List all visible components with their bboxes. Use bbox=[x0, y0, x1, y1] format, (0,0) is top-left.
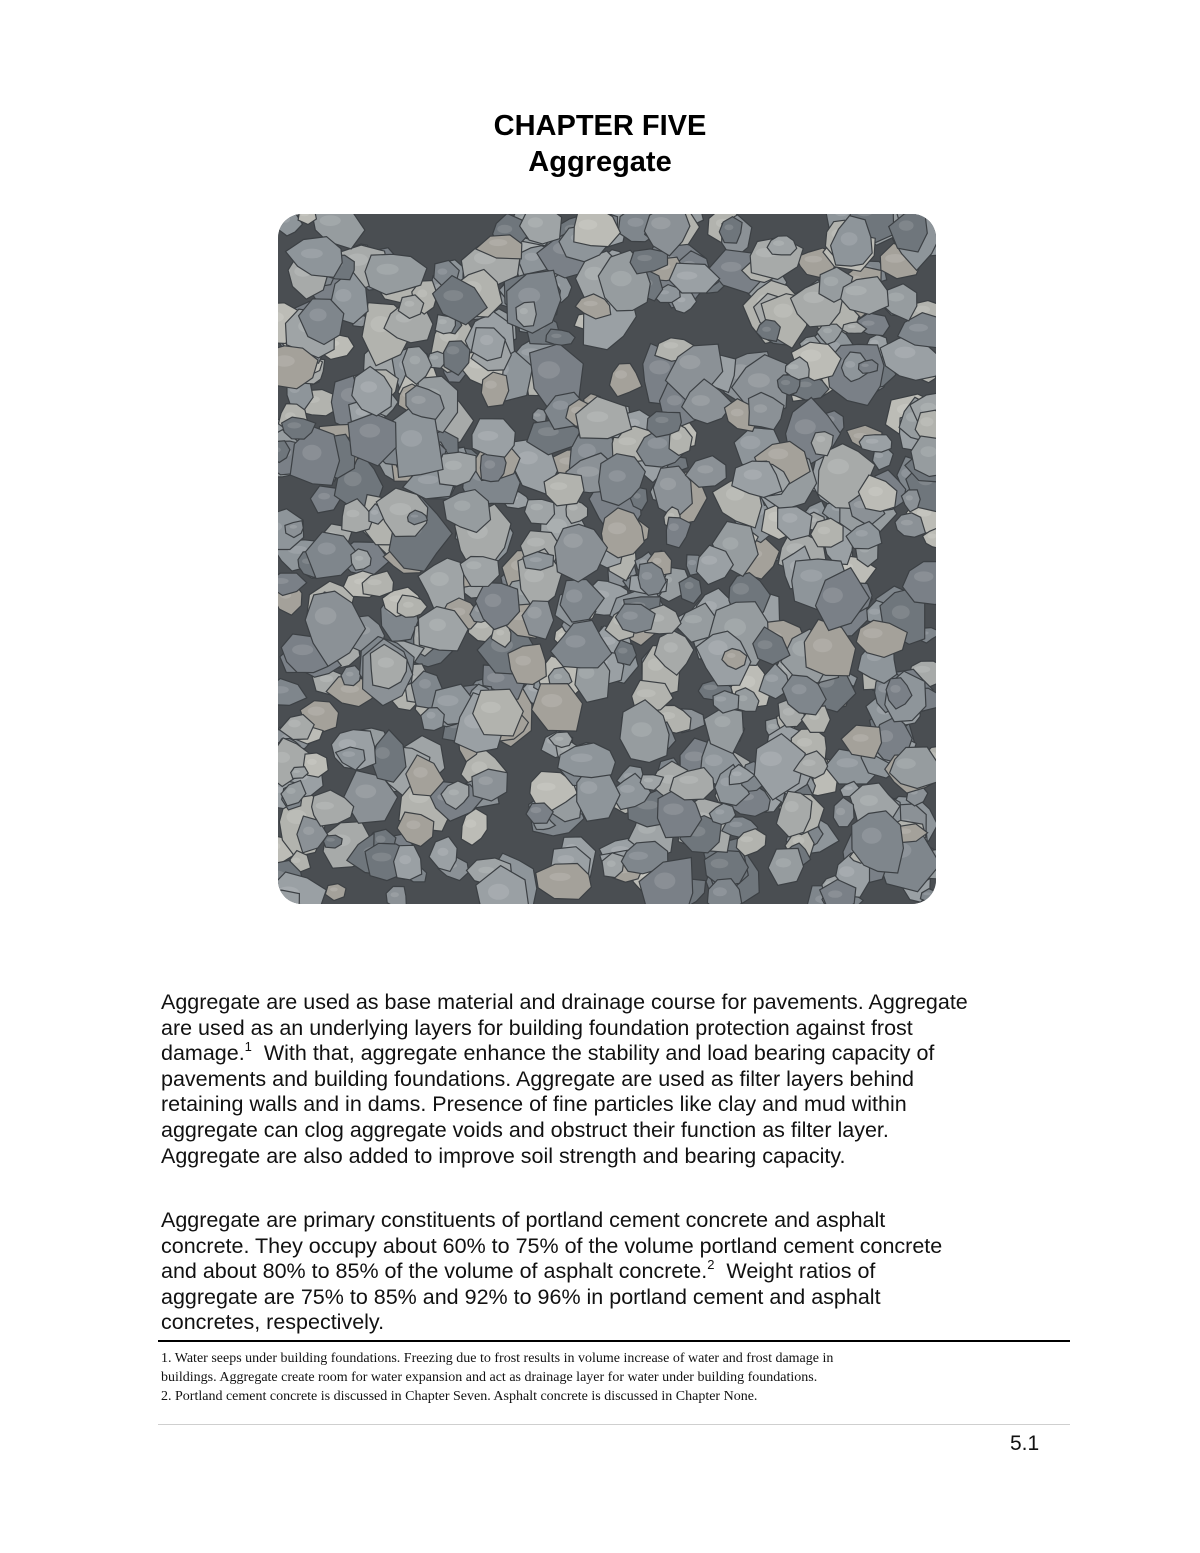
gravel-highlight bbox=[863, 628, 883, 638]
p1-line: are used as an underlying layers for building foundation protection against frost bbox=[161, 1015, 913, 1040]
gravel-highlight bbox=[419, 679, 431, 689]
gravel-highlight bbox=[417, 289, 427, 297]
p2-line bbox=[161, 1259, 1061, 1285]
p1-line: Aggregate are used as base material and drainage course for pavements. Aggregate bbox=[161, 990, 968, 1014]
gravel-highlight bbox=[868, 487, 883, 496]
gravel-highlight bbox=[326, 838, 335, 842]
gravel-highlight bbox=[860, 795, 878, 806]
gravel-highlight bbox=[551, 334, 561, 338]
gravel-highlight bbox=[430, 355, 438, 359]
gravel-highlight bbox=[537, 783, 556, 791]
gravel-highlight bbox=[901, 520, 913, 526]
gravel-highlight bbox=[403, 602, 414, 608]
gravel-highlight bbox=[664, 642, 678, 652]
gravel-highlight bbox=[715, 809, 724, 814]
gravel-highlight bbox=[703, 685, 717, 690]
gravel-highlight bbox=[758, 640, 773, 649]
gravel-highlight bbox=[607, 860, 616, 867]
gravel-highlight bbox=[738, 695, 747, 701]
gravel-highlight bbox=[899, 220, 914, 230]
gravel-highlight bbox=[684, 615, 702, 623]
gravel-highlight bbox=[649, 360, 670, 374]
gravel-highlight bbox=[390, 503, 412, 515]
gravel-highlight bbox=[773, 240, 784, 246]
p1-line bbox=[161, 1041, 1061, 1067]
gravel-highlight bbox=[713, 887, 727, 896]
gravel-highlight bbox=[862, 321, 875, 326]
gravel-highlight bbox=[411, 515, 419, 518]
gravel-highlight bbox=[346, 672, 353, 677]
gravel-stone bbox=[525, 499, 555, 524]
footnote-1-line: buildings. Aggregate create room for water expansion and act as drainage layer for water under building foundations. bbox=[161, 1370, 818, 1385]
gravel-highlight bbox=[443, 290, 463, 301]
gravel-highlight bbox=[839, 866, 854, 877]
gravel-highlight bbox=[401, 430, 422, 447]
gravel-highlight bbox=[555, 737, 564, 741]
gravel-highlight bbox=[372, 853, 391, 862]
gravel-highlight bbox=[653, 558, 662, 564]
p2-line: aggregate are 75% to 85% and 92% to 96% in portland cement and asphalt bbox=[161, 1284, 881, 1309]
gravel-highlight bbox=[278, 895, 282, 903]
gravel-highlight bbox=[921, 446, 937, 457]
gravel-highlight bbox=[620, 785, 635, 793]
gravel-highlight bbox=[816, 436, 825, 442]
footnote-1-line: 1. Water seeps under building foundations. Freezing due to frost results in volume increase of water and frost damage in bbox=[161, 1351, 834, 1366]
p1-line: Aggregate are also added to improve soil strength and bearing capacity. bbox=[161, 1143, 846, 1168]
gravel-highlight bbox=[346, 510, 359, 518]
gravel-highlight bbox=[890, 685, 900, 693]
gravel-highlight bbox=[527, 607, 541, 619]
gravel-highlight bbox=[923, 892, 931, 895]
gravel-stone bbox=[323, 835, 342, 848]
gravel-highlight bbox=[429, 619, 446, 631]
gravel-highlight bbox=[768, 449, 788, 460]
gravel-highlight bbox=[909, 324, 928, 332]
gravel-highlight bbox=[651, 217, 670, 229]
gravel-highlight bbox=[454, 501, 470, 511]
gravel-highlight bbox=[286, 788, 295, 794]
gravel-highlight bbox=[449, 789, 459, 795]
gravel-highlight bbox=[307, 759, 317, 765]
gravel-highlight bbox=[554, 674, 563, 679]
gravel-highlight bbox=[587, 411, 608, 422]
gravel-highlight bbox=[538, 361, 560, 378]
gravel-highlight bbox=[527, 538, 545, 547]
gravel-highlight bbox=[637, 689, 656, 697]
gravel-highlight bbox=[762, 327, 771, 332]
gravel-highlight bbox=[371, 510, 378, 515]
gravel-highlight bbox=[730, 822, 743, 828]
gravel-highlight bbox=[478, 431, 498, 441]
gravel-highlight bbox=[487, 673, 504, 683]
gravel-highlight bbox=[531, 504, 544, 511]
gravel-highlight bbox=[711, 859, 729, 868]
gravel-highlight bbox=[584, 301, 598, 306]
gravel-highlight bbox=[342, 751, 355, 757]
gravel-highlight bbox=[721, 262, 741, 272]
gravel-highlight bbox=[528, 217, 543, 227]
gravel-highlight bbox=[655, 417, 668, 423]
gravel-highlight bbox=[828, 890, 842, 897]
gravel-highlight bbox=[315, 607, 337, 624]
gravel-highlight bbox=[344, 472, 362, 486]
gravel-highlight bbox=[724, 224, 733, 230]
gravel-highlight bbox=[479, 776, 493, 785]
gravel-highlight bbox=[861, 364, 868, 367]
gravel-highlight bbox=[869, 609, 880, 615]
gravel-highlight bbox=[914, 571, 933, 581]
p2-line: Aggregate are primary constituents of portland cement concrete and asphalt bbox=[161, 1208, 886, 1232]
gravel-highlight bbox=[447, 346, 460, 354]
gravel-highlight bbox=[520, 308, 528, 314]
gravel-highlight bbox=[438, 268, 448, 274]
gravel-highlight bbox=[692, 395, 710, 406]
gravel-highlight bbox=[920, 417, 933, 426]
gravel-highlight bbox=[677, 272, 698, 280]
gravel-highlight bbox=[399, 855, 411, 864]
gravel-highlight bbox=[360, 424, 381, 438]
gravel-highlight bbox=[341, 685, 360, 693]
gravel-highlight bbox=[705, 755, 723, 767]
gravel-highlight bbox=[827, 459, 849, 474]
gravel-highlight bbox=[391, 892, 399, 897]
gravel-highlight bbox=[318, 543, 336, 555]
gravel-highlight bbox=[534, 413, 541, 417]
gravel-highlight bbox=[845, 286, 866, 296]
aggregate-photo bbox=[278, 214, 936, 904]
gravel-highlight bbox=[701, 556, 717, 565]
gravel-highlight bbox=[497, 225, 512, 233]
gravel-highlight bbox=[774, 304, 793, 318]
gravel-highlight bbox=[637, 255, 652, 261]
p2-line3-a: and about 80% to 85% of the volume of asphalt concrete. bbox=[161, 1259, 708, 1284]
gravel-highlight bbox=[438, 319, 447, 324]
gravel-highlight bbox=[418, 475, 439, 484]
gravel-highlight bbox=[485, 594, 502, 607]
gravel-highlight bbox=[760, 752, 782, 767]
gravel-highlight bbox=[895, 347, 916, 359]
gravel-highlight bbox=[611, 271, 632, 286]
p1-line: retaining walls and in dams. Presence of fine particles like clay and mud within bbox=[161, 1092, 907, 1117]
gravel-highlight bbox=[290, 525, 298, 529]
gravel-highlight bbox=[679, 355, 700, 369]
gravel-stone bbox=[859, 435, 892, 452]
p2-line: concretes, respectively. bbox=[161, 1310, 385, 1335]
gravel-stone bbox=[481, 372, 508, 407]
gravel-highlight bbox=[685, 582, 694, 589]
p1-line: pavements and building foundations. Aggregate are used as filter layers behind bbox=[161, 1066, 915, 1091]
gravel-highlight bbox=[530, 557, 542, 562]
gravel-highlight bbox=[427, 712, 436, 719]
gravel-highlight bbox=[818, 527, 830, 535]
gravel-highlight bbox=[722, 537, 738, 549]
gravel-highlight bbox=[292, 858, 300, 864]
gravel-highlight bbox=[848, 325, 856, 328]
gravel-highlight bbox=[318, 493, 330, 500]
p1-line3-a: damage. bbox=[161, 1041, 245, 1066]
gravel-highlight bbox=[485, 381, 497, 389]
footnote-ref-2[interactable]: 2 bbox=[707, 1257, 715, 1273]
gravel-highlight bbox=[541, 694, 562, 707]
chapter-heading: CHAPTER FIVE bbox=[493, 110, 707, 142]
gravel-highlight bbox=[465, 820, 476, 828]
gravel-highlight bbox=[525, 253, 539, 261]
page-number: 5.1 bbox=[1010, 1432, 1040, 1455]
gravel-highlight bbox=[316, 802, 334, 810]
gravel-highlight bbox=[566, 589, 582, 602]
gravel-highlight bbox=[301, 249, 323, 259]
gravel-highlight bbox=[557, 855, 574, 864]
gravel-highlight bbox=[685, 752, 704, 762]
gravel-highlight bbox=[367, 579, 382, 585]
p1-line3-b: With that, aggregate enhance the stability and load bearing capacity of bbox=[251, 1041, 935, 1066]
gravel-highlight bbox=[788, 364, 799, 369]
gravel-highlight bbox=[765, 674, 778, 682]
gravel-highlight bbox=[608, 522, 626, 534]
gravel-highlight bbox=[885, 254, 905, 263]
gravel-highlight bbox=[445, 461, 462, 470]
gravel-highlight bbox=[856, 530, 868, 537]
gravel-highlight bbox=[754, 404, 767, 413]
gravel-highlight bbox=[404, 301, 414, 307]
gravel-highlight bbox=[887, 293, 904, 302]
gravel-highlight bbox=[413, 767, 427, 778]
gravel-highlight bbox=[781, 380, 790, 385]
gravel-highlight bbox=[906, 495, 913, 500]
p2-line: concrete. They occupy about 60% to 75% of the volume portland cement concrete bbox=[161, 1233, 943, 1258]
gravel-highlight bbox=[488, 884, 509, 900]
gravel-highlight bbox=[813, 639, 832, 653]
gravel-highlight bbox=[669, 523, 679, 531]
gravel-highlight bbox=[663, 342, 678, 348]
gravel-highlight bbox=[618, 648, 627, 654]
gravel-highlight bbox=[824, 277, 839, 287]
footnote-ref-1[interactable]: 1 bbox=[244, 1039, 252, 1055]
gravel-highlight bbox=[866, 439, 879, 444]
chapter-title: Aggregate bbox=[528, 146, 672, 178]
gravel-highlight bbox=[628, 218, 644, 227]
gravel-highlight bbox=[776, 858, 792, 867]
gravel-highlight bbox=[515, 656, 531, 666]
gravel-highlight bbox=[375, 747, 389, 759]
gravel-highlight bbox=[292, 645, 313, 656]
gravel-highlight bbox=[748, 373, 770, 387]
gravel-highlight bbox=[579, 220, 598, 230]
gravel-highlight bbox=[715, 716, 731, 727]
gravel-highlight bbox=[518, 288, 540, 304]
gravel-highlight bbox=[518, 451, 538, 464]
gravel-highlight bbox=[731, 409, 744, 417]
gravel-highlight bbox=[489, 239, 507, 246]
gravel-highlight bbox=[740, 836, 753, 842]
gravel-highlight bbox=[308, 707, 325, 716]
gravel-highlight bbox=[660, 478, 676, 490]
gravel-highlight bbox=[287, 422, 301, 428]
gravel-highlight bbox=[288, 720, 300, 728]
gravel-highlight bbox=[783, 708, 795, 716]
gravel-highlight bbox=[800, 570, 822, 582]
gravel-highlight bbox=[481, 702, 501, 713]
gravel-highlight bbox=[644, 778, 653, 782]
gravel-highlight bbox=[303, 827, 314, 835]
gravel-highlight bbox=[679, 776, 698, 784]
gravel-highlight bbox=[480, 335, 493, 345]
gravel-highlight bbox=[844, 786, 853, 790]
p1-line: aggregate can clog aggregate voids and obstruct their function as filter layer. bbox=[161, 1117, 889, 1142]
gravel-highlight bbox=[411, 396, 425, 404]
gravel-highlight bbox=[804, 256, 822, 263]
gravel-highlight bbox=[571, 754, 593, 763]
gravel-highlight bbox=[309, 309, 326, 322]
gravel-highlight bbox=[437, 848, 448, 856]
gravel-highlight bbox=[609, 470, 626, 481]
gravel-highlight bbox=[376, 836, 386, 843]
gravel-highlight bbox=[302, 445, 321, 461]
gravel-highlight bbox=[496, 630, 504, 636]
gravel-highlight bbox=[531, 807, 542, 813]
gravel-highlight bbox=[823, 328, 832, 333]
gravel-highlight bbox=[663, 804, 683, 815]
gravel-highlight bbox=[430, 572, 449, 586]
gravel-highlight bbox=[320, 215, 341, 226]
gravel-image bbox=[278, 214, 936, 904]
gravel-highlight bbox=[727, 653, 736, 658]
footnote-2: 2. Portland cement concrete is discussed in Chapter Seven. Asphalt concrete is discussed in Chapter None. bbox=[161, 1389, 758, 1404]
gravel-highlight bbox=[377, 264, 399, 275]
gravel-highlight bbox=[437, 695, 458, 706]
gravel-highlight bbox=[688, 560, 696, 565]
gravel-highlight bbox=[845, 361, 855, 368]
gravel-highlight bbox=[892, 605, 910, 619]
gravel-highlight bbox=[623, 612, 638, 620]
gravel-highlight bbox=[615, 370, 627, 378]
gravel-highlight bbox=[792, 684, 807, 694]
gravel-highlight bbox=[875, 453, 884, 459]
gravel-highlight bbox=[853, 734, 869, 742]
gravel-highlight bbox=[740, 436, 760, 450]
gravel-highlight bbox=[648, 438, 668, 449]
gravel-highlight bbox=[563, 534, 582, 548]
gravel-highlight bbox=[715, 696, 726, 701]
gravel-highlight bbox=[335, 289, 351, 302]
gravel-highlight bbox=[320, 675, 333, 682]
gravel-highlight bbox=[785, 801, 799, 812]
gravel-highlight bbox=[550, 482, 567, 490]
gravel-highlight bbox=[631, 722, 652, 737]
gravel-highlight bbox=[330, 887, 338, 891]
gravel-highlight bbox=[837, 758, 859, 767]
gravel-highlight bbox=[642, 572, 653, 580]
gravel-highlight bbox=[566, 635, 586, 647]
footnote-separator bbox=[158, 1340, 1070, 1342]
gravel-highlight bbox=[823, 588, 843, 604]
gravel-highlight bbox=[733, 583, 749, 595]
paragraph-1 bbox=[161, 990, 1061, 1169]
gravel-highlight bbox=[802, 760, 815, 767]
gravel-highlight bbox=[618, 437, 636, 445]
paragraph-2 bbox=[161, 1208, 1061, 1336]
gravel-highlight bbox=[768, 724, 777, 729]
gravel-highlight bbox=[862, 828, 882, 844]
gravel-highlight bbox=[553, 401, 569, 410]
gravel-highlight bbox=[732, 771, 742, 776]
gravel-highlight bbox=[841, 232, 858, 245]
p2-line3-b: Weight ratios of bbox=[714, 1259, 876, 1284]
gravel-highlight bbox=[355, 785, 376, 799]
gravel-highlight bbox=[836, 808, 845, 815]
gravel-highlight bbox=[466, 561, 481, 569]
gravel-highlight bbox=[896, 758, 916, 769]
gravel-highlight bbox=[378, 658, 394, 668]
gravel-highlight bbox=[355, 556, 363, 561]
gravel-highlight bbox=[406, 820, 420, 829]
gravel-highlight bbox=[484, 460, 495, 468]
gravel-highlight bbox=[782, 513, 797, 523]
footnotes bbox=[161, 1349, 1066, 1406]
gravel-highlight bbox=[744, 470, 762, 480]
gravel-highlight bbox=[629, 852, 648, 860]
gravel-highlight bbox=[281, 216, 290, 223]
gravel-highlight bbox=[580, 781, 597, 794]
gravel-highlight bbox=[697, 465, 713, 473]
gravel-highlight bbox=[410, 356, 421, 365]
gravel-highlight bbox=[667, 395, 682, 405]
footer-rule bbox=[158, 1424, 1070, 1425]
gravel-highlight bbox=[568, 505, 577, 511]
gravel-highlight bbox=[293, 770, 300, 773]
gravel-highlight bbox=[549, 873, 570, 881]
gravel-highlight bbox=[797, 738, 812, 747]
gravel-highlight bbox=[795, 419, 816, 434]
gravel-highlight bbox=[654, 873, 675, 890]
gravel-highlight bbox=[360, 381, 377, 392]
